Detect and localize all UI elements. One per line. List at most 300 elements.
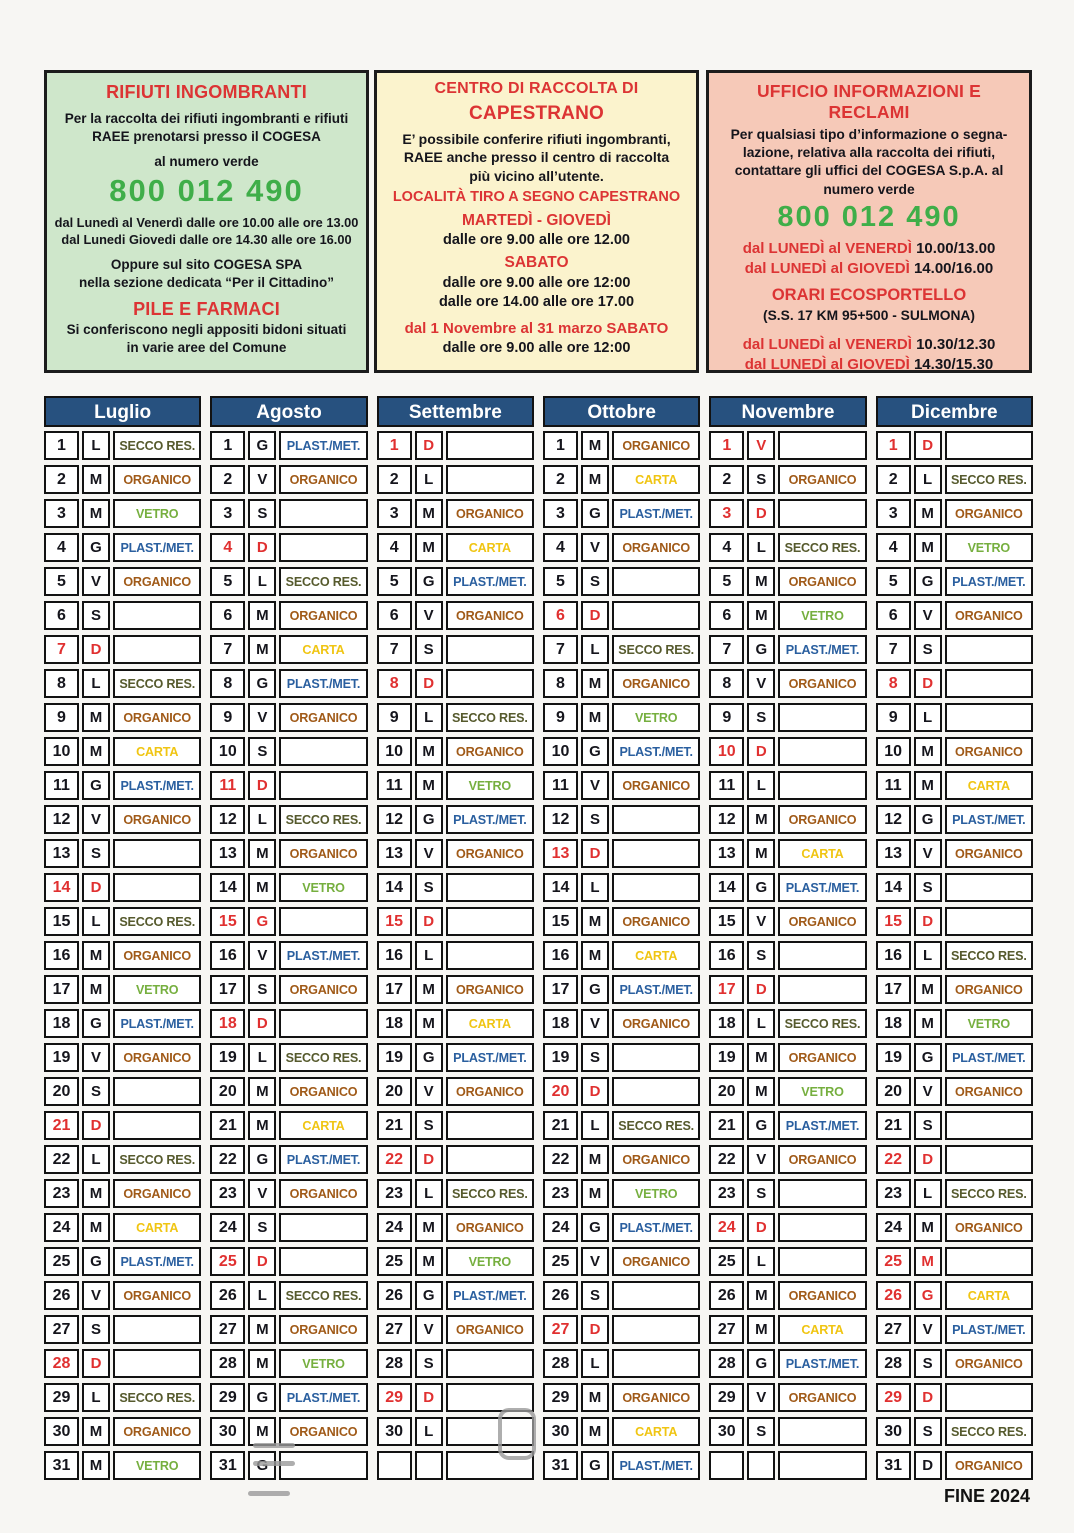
calendar-day-row (377, 907, 534, 936)
calendar-day-row (709, 1247, 866, 1276)
calendar-day-row (709, 1145, 866, 1174)
collection-center-info-box (374, 70, 699, 373)
weekday-letter: L (914, 465, 942, 494)
calendar-day-row (210, 975, 367, 1004)
weekday-letter: D (415, 1383, 443, 1412)
day-number: 22 (377, 1145, 412, 1174)
weekday-letter: D (914, 431, 942, 460)
weekday-letter: M (415, 975, 443, 1004)
day-number: 18 (876, 1009, 911, 1038)
calendar-day-row (709, 771, 866, 800)
weekday-letter: L (82, 669, 110, 698)
waste-type-label (778, 1247, 866, 1276)
waste-type-label: CARTA (612, 941, 700, 970)
day-number: 7 (709, 635, 744, 664)
waste-type-label: VETRO (279, 873, 367, 902)
calendar-day-row (377, 1349, 534, 1378)
waste-type-label: PLAST./MET. (446, 1043, 534, 1072)
day-number: 30 (44, 1417, 79, 1446)
calendar-day-row (44, 975, 201, 1004)
waste-type-label: PLAST./MET. (612, 1451, 700, 1480)
weekday-letter: G (248, 907, 276, 936)
month-header: Ottobre (543, 396, 700, 427)
calendar-day-row (709, 669, 866, 698)
weekday-letter: S (581, 805, 609, 834)
day-number: 23 (876, 1179, 911, 1208)
day-number: 17 (210, 975, 245, 1004)
weekday-letter: G (581, 737, 609, 766)
waste-type-label: CARTA (113, 737, 201, 766)
waste-type-label: SECCO RES. (945, 941, 1033, 970)
weekday-letter: V (415, 1077, 443, 1106)
weekday-letter: G (581, 1213, 609, 1242)
waste-type-label: CARTA (446, 533, 534, 562)
waste-type-label (945, 1383, 1033, 1412)
day-number: 25 (44, 1247, 79, 1276)
calendar-day-row (44, 941, 201, 970)
calendar-day-row (44, 1145, 201, 1174)
waste-type-label: ORGANICO (778, 1383, 866, 1412)
menu-lines-icon[interactable] (248, 1491, 290, 1496)
calendar-day-row (543, 601, 700, 630)
calendar-day-row (210, 1213, 367, 1242)
weekday-letter: S (82, 1077, 110, 1106)
day-number: 5 (44, 567, 79, 596)
calendar-day-row (709, 1417, 866, 1446)
info-office-box (706, 70, 1032, 373)
waste-type-label (446, 465, 534, 494)
bulky-waste-text: al numero verde (154, 153, 259, 169)
weekday-letter: V (747, 669, 775, 698)
calendar-day-row (709, 805, 866, 834)
waste-type-label: ORGANICO (446, 601, 534, 630)
home-icon[interactable] (498, 1408, 536, 1460)
day-number: 23 (543, 1179, 578, 1208)
day-number: 16 (44, 941, 79, 970)
waste-type-label: ORGANICO (279, 465, 367, 494)
day-number: 24 (876, 1213, 911, 1242)
bulky-waste-site: Oppure sul sito COGESA SPA (110, 257, 303, 273)
waste-type-label: ORGANICO (945, 1451, 1033, 1480)
day-number: 8 (210, 669, 245, 698)
day-number: 6 (543, 601, 578, 630)
waste-type-label: PLAST./MET. (612, 737, 700, 766)
weekday-letter: S (747, 1417, 775, 1446)
day-number: 7 (543, 635, 578, 664)
day-number: 11 (377, 771, 412, 800)
weekday-letter: S (415, 1111, 443, 1140)
ecosportello-address: (S.S. 17 KM 95+500 - SULMONA) (763, 308, 975, 324)
info-office-hours (715, 239, 1023, 259)
weekday-letter: V (248, 941, 276, 970)
day-number: 19 (709, 1043, 744, 1072)
day-number: 10 (210, 737, 245, 766)
weekday-letter: M (248, 601, 276, 630)
day-number: 10 (377, 737, 412, 766)
calendar-day-row (210, 941, 367, 970)
ecosportello-hours (715, 335, 1023, 355)
calendar-day-row (543, 567, 700, 596)
weekday-letter: D (82, 635, 110, 664)
calendar-day-row (44, 737, 201, 766)
menu-lines-icon[interactable] (253, 1461, 295, 1466)
day-number: 31 (876, 1451, 911, 1480)
calendar-day-row (543, 873, 700, 902)
waste-type-label: ORGANICO (612, 1247, 700, 1276)
day-number: 20 (44, 1077, 79, 1106)
day-number: 18 (210, 1009, 245, 1038)
calendar-day-row (709, 839, 866, 868)
waste-type-label: ORGANICO (279, 1315, 367, 1344)
waste-type-label (113, 1077, 201, 1106)
info-office-text: contattare gli uffici del COGESA S.p.A. al (734, 163, 1004, 179)
weekday-letter: S (82, 839, 110, 868)
day-number: 29 (377, 1383, 412, 1412)
weekday-letter: M (747, 1043, 775, 1072)
waste-type-label: SECCO RES. (279, 1281, 367, 1310)
weekday-letter: L (747, 1247, 775, 1276)
waste-type-label (612, 1349, 700, 1378)
day-number: 8 (543, 669, 578, 698)
day-number: 4 (543, 533, 578, 562)
day-number: 12 (876, 805, 911, 834)
calendar-day-row (543, 431, 700, 460)
day-number: 17 (709, 975, 744, 1004)
month-header: Dicembre (876, 396, 1033, 427)
calendar-day-row (377, 805, 534, 834)
weekday-letter: L (415, 703, 443, 732)
day-number: 19 (876, 1043, 911, 1072)
day-number: 15 (876, 907, 911, 936)
day-number: 3 (210, 499, 245, 528)
calendar-day-row (44, 1043, 201, 1072)
calendar-day-row (709, 465, 866, 494)
day-number: 10 (543, 737, 578, 766)
hours-days: dal LUNEDÌ al VENERDÌ (742, 239, 912, 257)
calendar-day-row (876, 771, 1033, 800)
weekday-letter: M (581, 465, 609, 494)
weekday-letter: M (82, 1213, 110, 1242)
day-number: 29 (709, 1383, 744, 1412)
waste-type-label: ORGANICO (945, 601, 1033, 630)
weekday-letter: D (248, 533, 276, 562)
waste-type-label (279, 907, 367, 936)
waste-type-label: CARTA (279, 1111, 367, 1140)
calendar-day-row (210, 601, 367, 630)
waste-type-label: SECCO RES. (446, 703, 534, 732)
day-number: 11 (44, 771, 79, 800)
weekday-letter: M (248, 635, 276, 664)
calendar-day-row (210, 907, 367, 936)
weekday-letter: L (248, 1043, 276, 1072)
weekday-letter: V (747, 431, 775, 460)
calendar-day-row (876, 941, 1033, 970)
calendar-day-row (876, 1451, 1033, 1480)
day-number: 6 (876, 601, 911, 630)
calendar-day-row (377, 1077, 534, 1106)
weekday-letter: S (747, 703, 775, 732)
calendar-day-row (377, 431, 534, 460)
waste-type-label: VETRO (945, 1009, 1033, 1038)
waste-type-label: CARTA (612, 1417, 700, 1446)
waste-type-label (612, 601, 700, 630)
toll-free-number: 800 012 490 (777, 200, 961, 233)
weekday-letter: M (248, 1349, 276, 1378)
weekday-letter: D (914, 669, 942, 698)
calendar-day-row (876, 1043, 1033, 1072)
calendar-day-row (44, 499, 201, 528)
weekday-letter: L (82, 1145, 110, 1174)
calendar-day-row (210, 1417, 367, 1446)
weekday-letter: V (747, 1383, 775, 1412)
calendar-day-row (709, 1179, 866, 1208)
weekday-letter: G (747, 873, 775, 902)
waste-type-label: ORGANICO (113, 1043, 201, 1072)
weekday-letter: M (415, 1247, 443, 1276)
calendar-day-row (876, 669, 1033, 698)
day-number: 10 (709, 737, 744, 766)
calendar-day-row (543, 1077, 700, 1106)
weekday-letter: M (581, 941, 609, 970)
weekday-letter: G (415, 1281, 443, 1310)
calendar-day-row (543, 635, 700, 664)
waste-type-label: ORGANICO (113, 941, 201, 970)
day-number: 3 (543, 499, 578, 528)
day-number: 21 (709, 1111, 744, 1140)
day-number: 11 (543, 771, 578, 800)
waste-type-label: VETRO (778, 1077, 866, 1106)
waste-type-label: PLAST./MET. (113, 1247, 201, 1276)
weekday-letter: M (82, 941, 110, 970)
day-number: 14 (876, 873, 911, 902)
day-number: 25 (876, 1247, 911, 1276)
calendar-day-row (876, 1145, 1033, 1174)
weekday-letter: G (82, 533, 110, 562)
weekday-letter: L (581, 635, 609, 664)
calendar-day-row (709, 1213, 866, 1242)
waste-type-label (778, 499, 866, 528)
calendar-day-row (377, 1009, 534, 1038)
weekday-letter: M (747, 567, 775, 596)
calendar-day-row (44, 1179, 201, 1208)
calendar-day-row (44, 1111, 201, 1140)
day-number: 4 (709, 533, 744, 562)
calendar-day-row (876, 1315, 1033, 1344)
weekday-letter: D (415, 669, 443, 698)
toll-free-number: 800 012 490 (109, 173, 304, 209)
weekday-letter: M (581, 1383, 609, 1412)
weekday-letter: D (415, 1145, 443, 1174)
waste-type-label: ORGANICO (612, 669, 700, 698)
day-number: 26 (210, 1281, 245, 1310)
waste-type-label (945, 907, 1033, 936)
day-number: 20 (377, 1077, 412, 1106)
calendar-day-row (543, 771, 700, 800)
weekday-letter: S (914, 873, 942, 902)
weekday-letter: L (82, 1383, 110, 1412)
waste-type-label (945, 431, 1033, 460)
calendar-day-row (543, 1179, 700, 1208)
calendar-day-row (44, 805, 201, 834)
day-number: 21 (876, 1111, 911, 1140)
day-number: 11 (709, 771, 744, 800)
calendar-day-row (210, 737, 367, 766)
calendar-day-row (44, 1077, 201, 1106)
calendar-day-row (709, 1009, 866, 1038)
day-number: 18 (709, 1009, 744, 1038)
day-number: 24 (44, 1213, 79, 1242)
weekday-letter: S (914, 635, 942, 664)
day-number: 6 (44, 601, 79, 630)
waste-type-label (279, 737, 367, 766)
day-number: 13 (44, 839, 79, 868)
waste-type-label (113, 635, 201, 664)
waste-type-label: SECCO RES. (113, 1145, 201, 1174)
weekday-letter: G (747, 635, 775, 664)
weekday-letter: V (248, 1179, 276, 1208)
waste-type-label: ORGANICO (113, 805, 201, 834)
weekday-letter: G (415, 805, 443, 834)
waste-type-label: CARTA (945, 771, 1033, 800)
day-number: 12 (210, 805, 245, 834)
weekday-letter: M (248, 1077, 276, 1106)
calendar-day-row (377, 1281, 534, 1310)
weekday-letter: L (581, 1111, 609, 1140)
waste-type-label (113, 1111, 201, 1140)
month-column-settembre (377, 396, 534, 1485)
weekday-letter: M (747, 1315, 775, 1344)
calendar-day-row (377, 873, 534, 902)
collection-center-winter: dal 1 Novembre al 31 marzo SABATO (404, 319, 669, 337)
weekday-letter: L (747, 533, 775, 562)
waste-type-label: PLAST./MET. (612, 499, 700, 528)
day-number: 10 (876, 737, 911, 766)
weekday-letter: D (248, 1247, 276, 1276)
waste-type-label (279, 1213, 367, 1242)
waste-type-label: CARTA (778, 839, 866, 868)
weekday-letter: V (747, 1145, 775, 1174)
weekday-letter: M (82, 1179, 110, 1208)
day-number: 19 (44, 1043, 79, 1072)
calendar-day-row (876, 1247, 1033, 1276)
day-number: 20 (709, 1077, 744, 1106)
day-number: 20 (876, 1077, 911, 1106)
hours-time: 14.30/15.30 (913, 356, 994, 374)
bulky-waste-text: Per la raccolta dei rifiuti ingombranti e rifiuti (64, 111, 349, 126)
calendar-day-row (709, 1043, 866, 1072)
day-number: 25 (210, 1247, 245, 1276)
day-number: 9 (44, 703, 79, 732)
weekday-letter: L (248, 805, 276, 834)
hours-days: dal LUNEDÌ al GIOVEDÌ (744, 259, 910, 277)
waste-type-label (279, 1009, 367, 1038)
calendar-day-row (709, 907, 866, 936)
calendar-day-row (709, 1315, 866, 1344)
batteries-medicines-text: Si conferiscono negli appositi bidoni situati (66, 321, 347, 337)
waste-type-label: ORGANICO (279, 1179, 367, 1208)
weekday-letter: D (248, 1009, 276, 1038)
weekday-letter: D (747, 737, 775, 766)
waste-type-label: PLAST./MET. (945, 1315, 1033, 1344)
waste-type-label: VETRO (113, 499, 201, 528)
day-number: 14 (543, 873, 578, 902)
day-number: 28 (543, 1349, 578, 1378)
waste-type-label: VETRO (778, 601, 866, 630)
calendar-day-row (44, 703, 201, 732)
day-number: 15 (709, 907, 744, 936)
day-number: 15 (377, 907, 412, 936)
menu-lines-icon[interactable] (253, 1443, 295, 1448)
calendar-day-row (377, 737, 534, 766)
waste-type-label: PLAST./MET. (279, 1145, 367, 1174)
day-number: 8 (876, 669, 911, 698)
calendar-day-row (377, 1111, 534, 1140)
day-number: 3 (876, 499, 911, 528)
waste-type-label: ORGANICO (612, 431, 700, 460)
day-number: 21 (543, 1111, 578, 1140)
waste-type-label (778, 941, 866, 970)
waste-type-label (113, 1315, 201, 1344)
calendar-day-row (543, 975, 700, 1004)
waste-type-label: SECCO RES. (945, 465, 1033, 494)
calendar-day-row (709, 1451, 866, 1480)
calendar-day-row (44, 1009, 201, 1038)
batteries-medicines-title: PILE E FARMACI (133, 298, 280, 319)
calendar-day-row (709, 499, 866, 528)
collection-center-hours: dalle ore 9.00 alle ore 12:00 (442, 274, 631, 291)
weekday-letter: D (581, 1077, 609, 1106)
waste-type-label: ORGANICO (446, 1077, 534, 1106)
waste-type-label (279, 499, 367, 528)
day-number: 27 (377, 1315, 412, 1344)
weekday-letter: M (747, 805, 775, 834)
calendar-day-row (377, 771, 534, 800)
weekday-letter: V (415, 839, 443, 868)
day-number: 31 (44, 1451, 79, 1480)
calendar-day-row (543, 1417, 700, 1446)
day-number: 23 (709, 1179, 744, 1208)
calendar-day-row (876, 975, 1033, 1004)
waste-type-label: CARTA (612, 465, 700, 494)
day-number: 19 (210, 1043, 245, 1072)
calendar-day-row (210, 669, 367, 698)
waste-type-label: PLAST./MET. (612, 975, 700, 1004)
calendar-day-row (377, 465, 534, 494)
calendar-day-row (44, 873, 201, 902)
waste-type-label (778, 1417, 866, 1446)
waste-type-label (113, 839, 201, 868)
waste-type-label: PLAST./MET. (945, 567, 1033, 596)
day-number (377, 1451, 412, 1480)
hours-days: dal LUNEDÌ al GIOVEDÌ (744, 356, 910, 374)
calendar-day-row (377, 635, 534, 664)
day-number: 5 (543, 567, 578, 596)
calendar-day-row (44, 839, 201, 868)
month-header: Settembre (377, 396, 534, 427)
day-number: 29 (876, 1383, 911, 1412)
weekday-letter: M (248, 1417, 276, 1446)
weekday-letter: D (82, 873, 110, 902)
calendar-day-row (709, 567, 866, 596)
weekday-letter: S (581, 1281, 609, 1310)
day-number: 30 (543, 1417, 578, 1446)
weekday-letter: D (581, 601, 609, 630)
day-number: 28 (44, 1349, 79, 1378)
calendar-day-row (876, 499, 1033, 528)
weekday-letter: V (415, 1315, 443, 1344)
day-number: 23 (377, 1179, 412, 1208)
weekday-letter: L (747, 771, 775, 800)
